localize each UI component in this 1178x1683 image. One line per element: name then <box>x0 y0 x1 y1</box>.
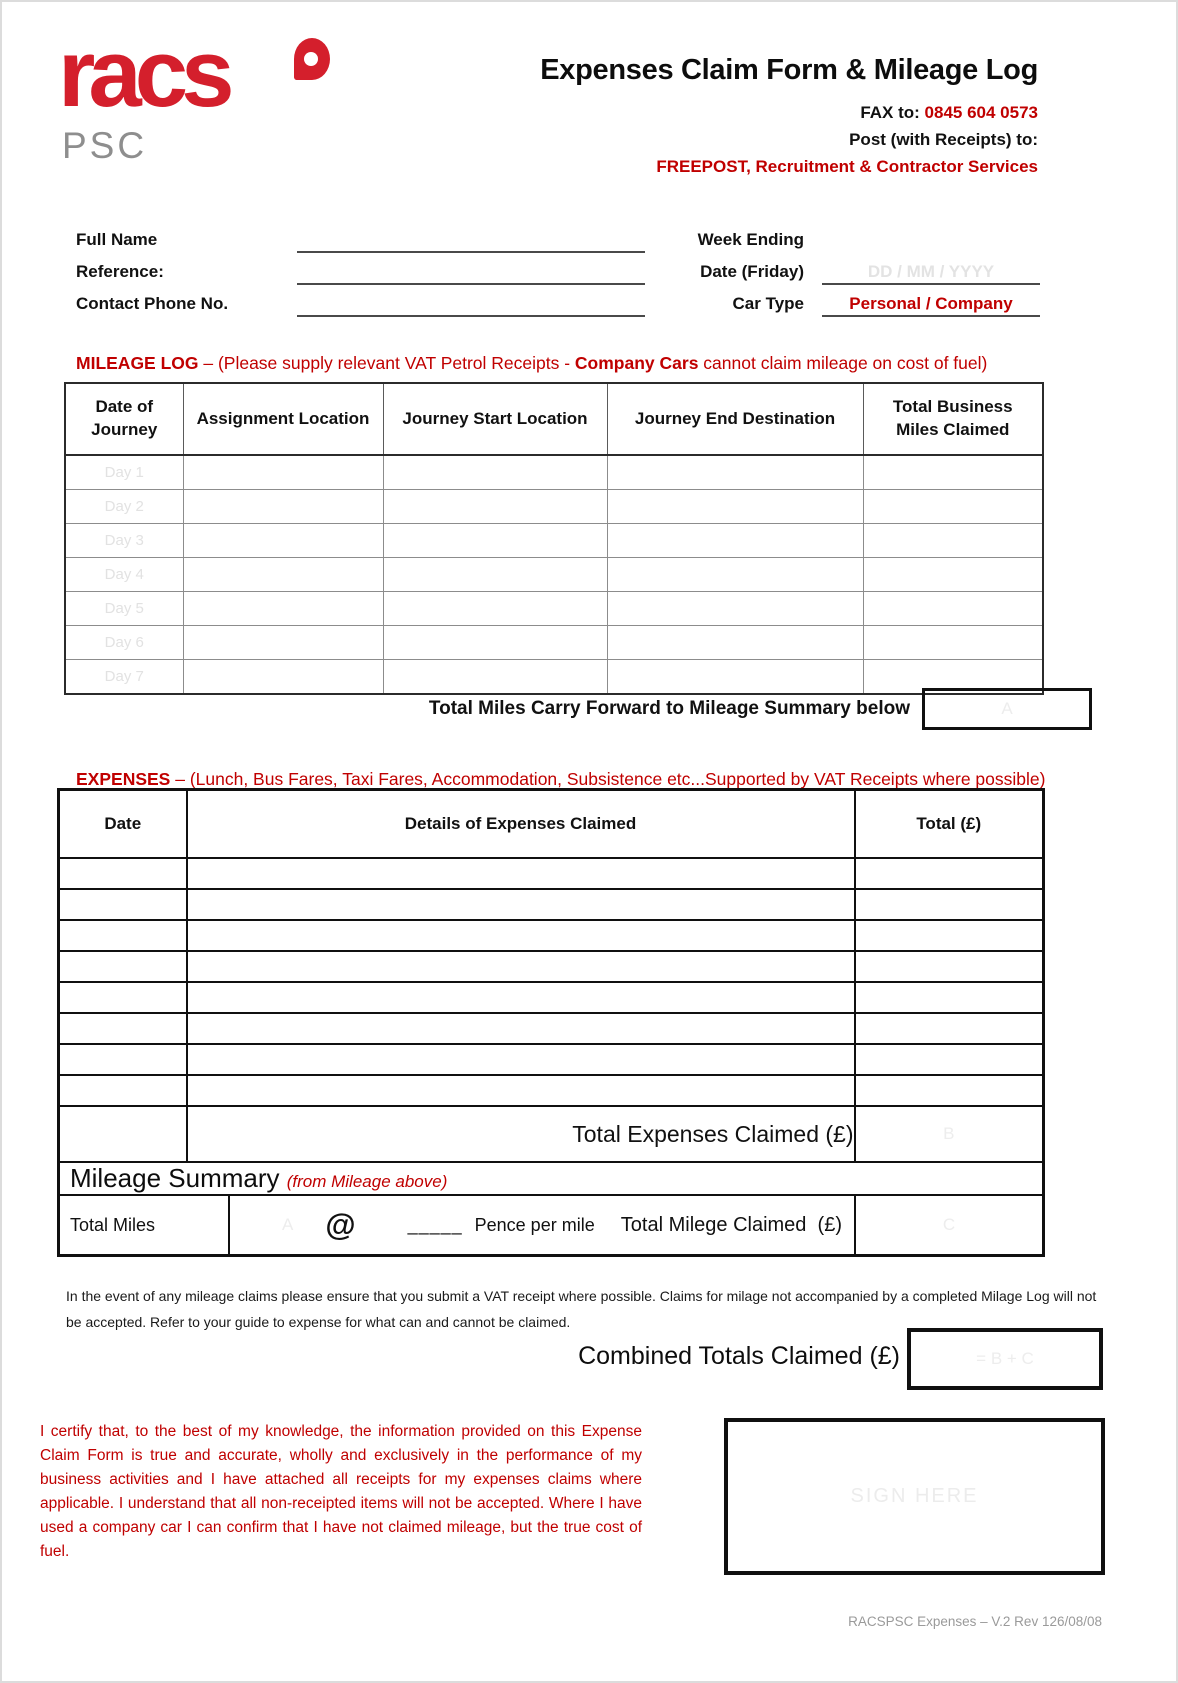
expense-details-cell[interactable] <box>187 920 855 951</box>
table-row <box>59 858 1044 889</box>
mileage-cell[interactable] <box>383 524 607 558</box>
car-type-line[interactable] <box>822 315 1040 317</box>
table-row <box>59 920 1044 951</box>
col-header-date: Date <box>59 790 187 859</box>
day-3-label: Day 3 <box>65 524 183 558</box>
total-mileage-claimed-box[interactable]: C <box>854 1196 1042 1254</box>
col-header-details: Details of Expenses Claimed <box>187 790 855 859</box>
expense-date-cell[interactable] <box>59 858 187 889</box>
table-row <box>65 524 1043 558</box>
col-header-journey-end: Journey End Destination <box>607 383 863 455</box>
col-header-total: Total (£) <box>855 790 1044 859</box>
expense-total-cell[interactable] <box>855 1013 1044 1044</box>
racs-logo-text: racs <box>58 20 228 127</box>
reference-field[interactable] <box>297 283 645 285</box>
mileage-summary-header-row <box>59 1162 1044 1195</box>
pence-per-mile-label: Pence per mile <box>474 1214 595 1235</box>
fax-number: 0845 604 0573 <box>924 103 1038 122</box>
mileage-cell[interactable] <box>863 592 1043 626</box>
date-field-line[interactable] <box>822 283 1040 285</box>
expense-total-cell[interactable] <box>855 858 1044 889</box>
mileage-cell[interactable] <box>383 490 607 524</box>
week-ending-date-field[interactable]: DD / MM / YYYY <box>867 262 995 281</box>
mileage-summary-row <box>59 1195 1044 1256</box>
mileage-note-bold: Company Cars <box>574 353 699 373</box>
post-label: Post (with Receipts) to: <box>849 130 1038 149</box>
expense-date-cell[interactable] <box>59 920 187 951</box>
mileage-cell[interactable] <box>607 626 863 660</box>
day-1-label: Day 1 <box>65 455 183 490</box>
expense-details-cell[interactable] <box>187 982 855 1013</box>
reference-label: Reference: <box>76 262 164 281</box>
mileage-cell[interactable] <box>183 592 383 626</box>
car-type-choice[interactable]: Personal / Company <box>849 294 1013 313</box>
expense-details-cell[interactable] <box>187 951 855 982</box>
vat-receipt-note: In the event of any mileage claims please ensure that you submit a VAT receipt where possible. Claims for milage not accompanied by a completed Milage Log will not be accepted. Refer to your guide to expense for what can and cannot be claimed. <box>66 1288 1097 1330</box>
mileage-cell[interactable] <box>183 455 383 490</box>
combined-totals-label: Combined Totals Claimed (£) <box>578 1342 900 1370</box>
mileage-cell[interactable] <box>863 558 1043 592</box>
table-row <box>65 558 1043 592</box>
mileage-header-row <box>65 383 1043 455</box>
expense-date-cell[interactable] <box>59 1075 187 1106</box>
expense-date-cell[interactable] <box>59 951 187 982</box>
page-title: Expenses Claim Form & Mileage Log <box>540 54 1038 86</box>
mileage-cell[interactable] <box>183 558 383 592</box>
mileage-cell[interactable] <box>863 626 1043 660</box>
table-row <box>59 1044 1044 1075</box>
header-block <box>398 54 1038 177</box>
empty-date-cell <box>59 1106 187 1162</box>
expenses-header-row <box>59 790 1044 859</box>
mileage-cell[interactable] <box>607 558 863 592</box>
mileage-log-table <box>64 382 1044 695</box>
expense-date-cell[interactable] <box>59 1013 187 1044</box>
day-4-label: Day 4 <box>65 558 183 592</box>
expense-total-cell[interactable] <box>855 951 1044 982</box>
mileage-log-title: MILEAGE LOG <box>76 353 199 373</box>
mileage-summary-content <box>60 1196 1042 1254</box>
racs-logo-sub: PSC <box>62 125 148 167</box>
mileage-calc-cell <box>230 1196 854 1254</box>
mileage-log-heading <box>76 353 987 374</box>
mileage-cell[interactable] <box>863 455 1043 490</box>
week-ending-label: Week Ending <box>697 230 804 249</box>
mileage-cell[interactable] <box>607 524 863 558</box>
mileage-summary-title: Mileage Summary <box>70 1163 287 1193</box>
fax-line <box>398 103 1038 123</box>
post-address: FREEPOST, Recruitment & Contractor Services <box>656 157 1038 176</box>
expenses-note: – (Lunch, Bus Fares, Taxi Fares, Accommodation, Subsistence etc...Supported by VAT Receipts where possible) <box>170 769 1046 789</box>
total-expenses-box[interactable]: B <box>855 1106 1044 1162</box>
table-row <box>65 592 1043 626</box>
expense-total-cell[interactable] <box>855 889 1044 920</box>
expense-total-cell[interactable] <box>855 1044 1044 1075</box>
mileage-cell[interactable] <box>183 524 383 558</box>
expense-total-cell[interactable] <box>855 1075 1044 1106</box>
expenses-heading <box>76 769 1045 790</box>
total-miles-label: Total Miles <box>60 1196 230 1254</box>
signature-box[interactable]: SIGN HERE <box>724 1418 1105 1575</box>
car-type-label: Car Type <box>732 294 804 313</box>
day-2-label: Day 2 <box>65 490 183 524</box>
table-row <box>59 1075 1044 1106</box>
day-7-label: Day 7 <box>65 660 183 695</box>
expense-total-cell[interactable] <box>855 920 1044 951</box>
total-mileage-claimed-label: Total Milege Claimed (£) <box>620 1213 842 1236</box>
mileage-cell[interactable] <box>383 626 607 660</box>
mileage-note-post: cannot claim mileage on cost of fuel) <box>698 353 988 373</box>
table-row <box>59 951 1044 982</box>
fax-label: FAX to: <box>860 103 925 122</box>
table-row <box>65 626 1043 660</box>
combined-totals-box[interactable]: = B + C <box>907 1328 1103 1390</box>
full-name-field[interactable] <box>297 251 645 253</box>
at-symbol: @ <box>325 1207 356 1242</box>
table-row <box>65 455 1043 490</box>
total-expenses-label: Total Expenses Claimed (£) <box>187 1106 855 1162</box>
mileage-cell[interactable] <box>383 592 607 626</box>
miles-ref-a[interactable]: A <box>282 1215 294 1234</box>
mileage-summary-note: (from Mileage above) <box>286 1172 448 1191</box>
table-row <box>59 889 1044 920</box>
contact-phone-field[interactable] <box>297 315 645 317</box>
mileage-cell[interactable] <box>863 490 1043 524</box>
expense-date-cell[interactable] <box>59 982 187 1013</box>
expense-details-cell[interactable] <box>187 1013 855 1044</box>
mileage-summary-heading <box>59 1162 1044 1195</box>
expense-details-cell[interactable] <box>187 1044 855 1075</box>
day-5-label: Day 5 <box>65 592 183 626</box>
contact-phone-label: Contact Phone No. <box>76 294 229 313</box>
expense-date-cell[interactable] <box>59 889 187 920</box>
carry-forward-total-box[interactable]: A <box>922 688 1092 730</box>
expense-details-cell[interactable] <box>187 1075 855 1106</box>
full-name-label: Full Name <box>76 230 158 249</box>
expense-total-cell[interactable] <box>855 982 1044 1013</box>
table-row <box>65 490 1043 524</box>
col-header-journey-start: Journey Start Location <box>383 383 607 455</box>
mileage-cell[interactable] <box>607 490 863 524</box>
mileage-cell[interactable] <box>607 592 863 626</box>
expense-date-cell[interactable] <box>59 1044 187 1075</box>
table-row <box>59 982 1044 1013</box>
mileage-cell[interactable] <box>183 490 383 524</box>
racs-logo <box>58 20 318 167</box>
carry-forward-label: Total Miles Carry Forward to Mileage Summary below <box>428 698 910 719</box>
form-version-footer: RACSPSC Expenses – V.2 Rev 126/08/08 <box>848 1614 1102 1629</box>
col-header-date-of-journey: Date of Journey <box>65 383 183 455</box>
total-expenses-row <box>59 1106 1044 1162</box>
table-row <box>59 1013 1044 1044</box>
expenses-table <box>57 788 1045 1257</box>
pence-per-mile-field[interactable]: _____ <box>407 1214 463 1235</box>
mileage-note-pre: – (Please supply relevant VAT Petrol Receipts - <box>198 353 575 373</box>
mileage-cell[interactable] <box>383 558 607 592</box>
col-header-assignment-location: Assignment Location <box>183 383 383 455</box>
date-friday-label: Date (Friday) <box>700 262 804 281</box>
expense-details-cell[interactable] <box>187 889 855 920</box>
expense-details-cell[interactable] <box>187 858 855 889</box>
col-header-total-miles: Total Business Miles Claimed <box>863 383 1043 455</box>
mileage-cell[interactable] <box>383 455 607 490</box>
mileage-cell[interactable] <box>863 524 1043 558</box>
logo-drop-icon <box>294 38 330 80</box>
certification-statement: I certify that, to the best of my knowledge, the information provided on this Expense Claim Form is true and accurate, wholly and exclusively in the performance of my business activities and I have attached all receipts for my expenses claims where applicable. I understand that all non-receipted items will not be accepted. Where I have used a company car I can confirm that I have not claimed mileage, but the true cost of fuel. <box>40 1423 642 1561</box>
mileage-cell[interactable] <box>183 626 383 660</box>
mileage-cell[interactable] <box>607 455 863 490</box>
day-6-label: Day 6 <box>65 626 183 660</box>
expenses-title: EXPENSES <box>76 769 171 789</box>
